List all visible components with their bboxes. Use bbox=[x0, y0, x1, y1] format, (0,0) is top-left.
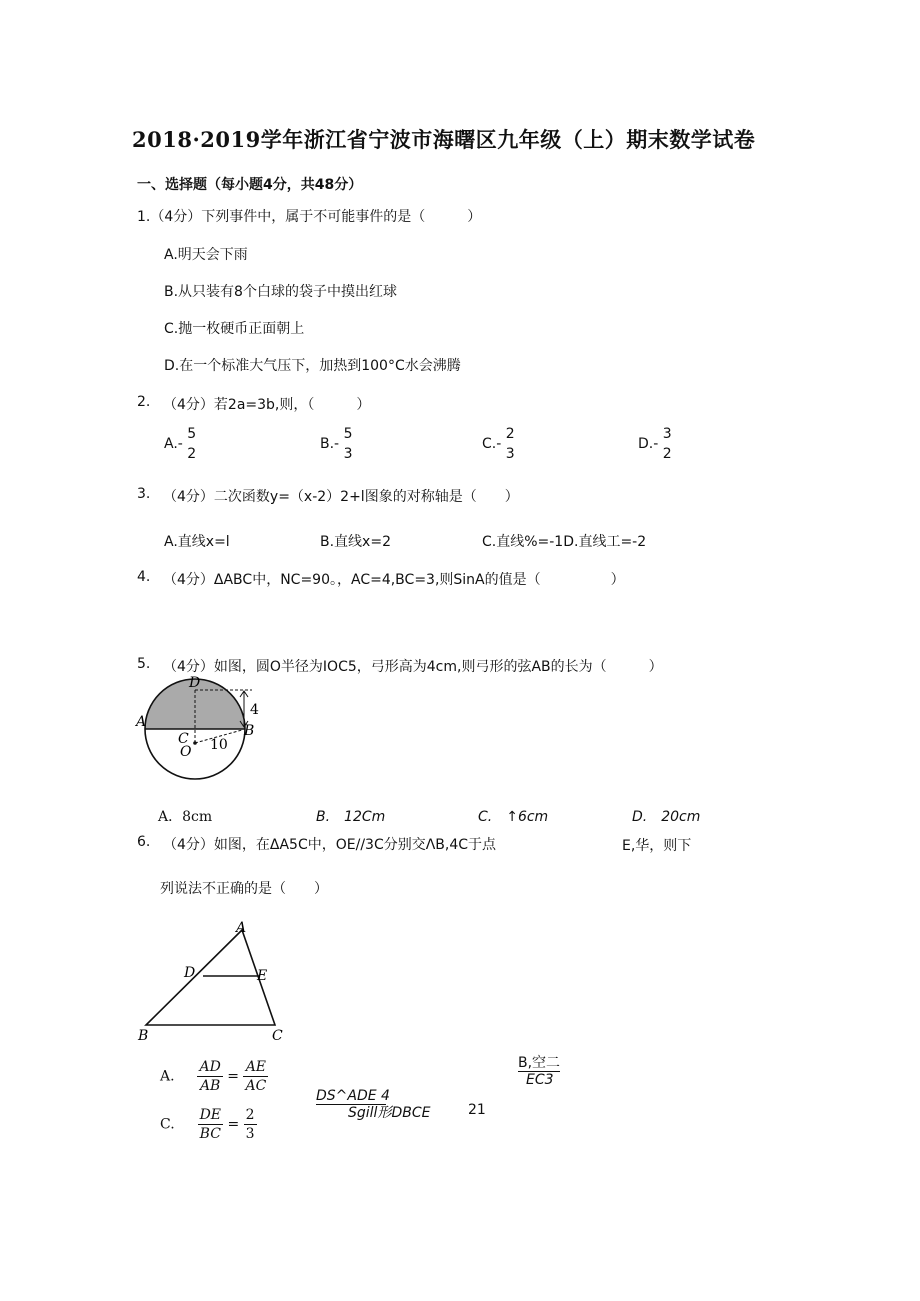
question-3-number: 3. bbox=[137, 486, 151, 502]
question-1-stem: 1.（4分）下列事件中，属于不可能事件的是（ ） bbox=[137, 209, 482, 225]
question-2-number: 2. bbox=[137, 394, 151, 410]
question-1-option-d: D.在一个标准大气压下，加热到100°C水会沸腾 bbox=[164, 358, 461, 374]
label-e: E bbox=[257, 968, 268, 984]
denominator: AC bbox=[245, 1078, 267, 1094]
denominator: 3 bbox=[245, 1126, 255, 1142]
question-2-stem: （4分）若2a=3b,则，（ ） bbox=[163, 397, 371, 413]
label-a: A bbox=[236, 920, 247, 936]
numerator: 5 bbox=[343, 426, 353, 442]
question-6-stem-continued: 列说法不正确的是（ ） bbox=[160, 881, 328, 897]
numerator: DE bbox=[199, 1107, 222, 1123]
fraction bbox=[244, 1106, 257, 1143]
label-o: O bbox=[180, 744, 192, 760]
question-1-option-c: C.抛一枚硬币正面朝上 bbox=[164, 321, 305, 337]
fraction bbox=[197, 1058, 222, 1095]
denominator: AB bbox=[199, 1078, 221, 1094]
label-c: C bbox=[178, 731, 189, 747]
label-d: D bbox=[184, 965, 196, 981]
label-a: A bbox=[136, 714, 147, 730]
question-5-option-a: A．8cm bbox=[158, 809, 213, 825]
circle-segment-figure bbox=[132, 668, 292, 808]
question-5-option-c: C. ↑6cm bbox=[478, 809, 549, 825]
label-c: C bbox=[272, 1028, 283, 1044]
question-1-option-b: B.从只装有8个白球的袋子中摸出红球 bbox=[164, 284, 397, 300]
denominator: 3 bbox=[505, 446, 515, 462]
question-5-stem: （4分）如图，圆O半径为IOC5，弓形高为4cm,则弓形的弦AB的长为（ ） bbox=[163, 659, 663, 675]
denominator: 2 bbox=[662, 446, 672, 462]
option-label: B.- bbox=[320, 436, 340, 452]
label-b: B bbox=[138, 1028, 149, 1044]
question-6-option-d bbox=[316, 1088, 430, 1121]
label-d: D bbox=[189, 675, 201, 691]
option-b-top: B,空二 bbox=[518, 1055, 561, 1071]
question-5-option-d: D. 20cm bbox=[632, 809, 701, 825]
equals-sign: = bbox=[227, 1116, 240, 1133]
question-2-option-c bbox=[482, 424, 515, 464]
fraction bbox=[506, 424, 515, 464]
label-radius-10: 10 bbox=[210, 737, 228, 753]
question-6-number: 6. bbox=[137, 834, 151, 850]
fraction bbox=[198, 1106, 223, 1143]
numerator: AD bbox=[199, 1059, 221, 1075]
option-b-bottom: EC3 bbox=[526, 1072, 554, 1088]
equals-sign: = bbox=[227, 1068, 239, 1085]
option-label: C. bbox=[160, 1116, 175, 1133]
question-6-stem-right: E,华，则下 bbox=[622, 838, 692, 854]
numerator: AE bbox=[243, 1058, 268, 1077]
label-height-4: 4 bbox=[250, 702, 259, 718]
option-label: A.- bbox=[164, 436, 183, 452]
question-3-option-cd: C.直线%=-1D.直线工=-2 bbox=[482, 534, 647, 550]
numerator: 2 bbox=[245, 1107, 255, 1123]
option-label: C.- bbox=[482, 436, 502, 452]
fraction bbox=[663, 424, 672, 464]
option-label: A. bbox=[160, 1068, 175, 1085]
question-4-number: 4. bbox=[137, 569, 151, 585]
question-3-option-b: B.直线x=2 bbox=[320, 534, 391, 550]
question-4-stem: （4分）ΔABC中，NC=90。，AC=4,BC=3,则SinA的值是（ ） bbox=[163, 572, 625, 588]
numerator: 3 bbox=[662, 426, 672, 442]
question-3-option-a: A.直线x=l bbox=[164, 534, 230, 550]
question-6-option-d-right: 21 bbox=[468, 1102, 486, 1118]
question-5-number: 5. bbox=[137, 656, 151, 672]
question-2-option-d bbox=[638, 424, 672, 464]
denominator: 3 bbox=[343, 446, 353, 462]
question-5-option-b: B. 12Cm bbox=[316, 809, 386, 825]
triangle-figure bbox=[132, 918, 302, 1048]
fraction bbox=[243, 1058, 268, 1095]
question-6-stem: （4分）如图，在ΔA5C中，OE//3C分别交ΛB,4C于点 bbox=[163, 837, 497, 853]
numerator: 2 bbox=[505, 426, 515, 442]
question-6-option-a bbox=[160, 1058, 268, 1095]
question-3-stem: （4分）二次函数y=（x-2）2+l图象的对称轴是（ ） bbox=[163, 489, 519, 505]
question-6-option-c bbox=[160, 1106, 257, 1143]
option-d-bottom: Sgill形DBCE bbox=[348, 1105, 431, 1121]
option-label: D.- bbox=[638, 436, 659, 452]
denominator: 2 bbox=[187, 446, 197, 462]
question-6-option-b bbox=[518, 1055, 560, 1088]
question-2-option-b bbox=[320, 424, 352, 464]
question-1-option-a: A.明天会下雨 bbox=[164, 247, 248, 263]
fraction bbox=[187, 424, 196, 464]
numerator: 5 bbox=[187, 426, 197, 442]
label-b: B bbox=[244, 723, 255, 739]
denominator: BC bbox=[199, 1126, 221, 1142]
option-d-top: DS^ADE 4 bbox=[316, 1088, 390, 1104]
center-point bbox=[193, 741, 197, 745]
triangle-abc bbox=[146, 930, 275, 1025]
page-title: 2018·2019学年浙江省宁波市海曙区九年级（上）期末数学试卷 bbox=[132, 127, 756, 152]
question-2-option-a bbox=[164, 424, 196, 464]
fraction bbox=[344, 424, 353, 464]
section-heading: 一、选择题（每小题4分，共48分） bbox=[137, 177, 363, 193]
